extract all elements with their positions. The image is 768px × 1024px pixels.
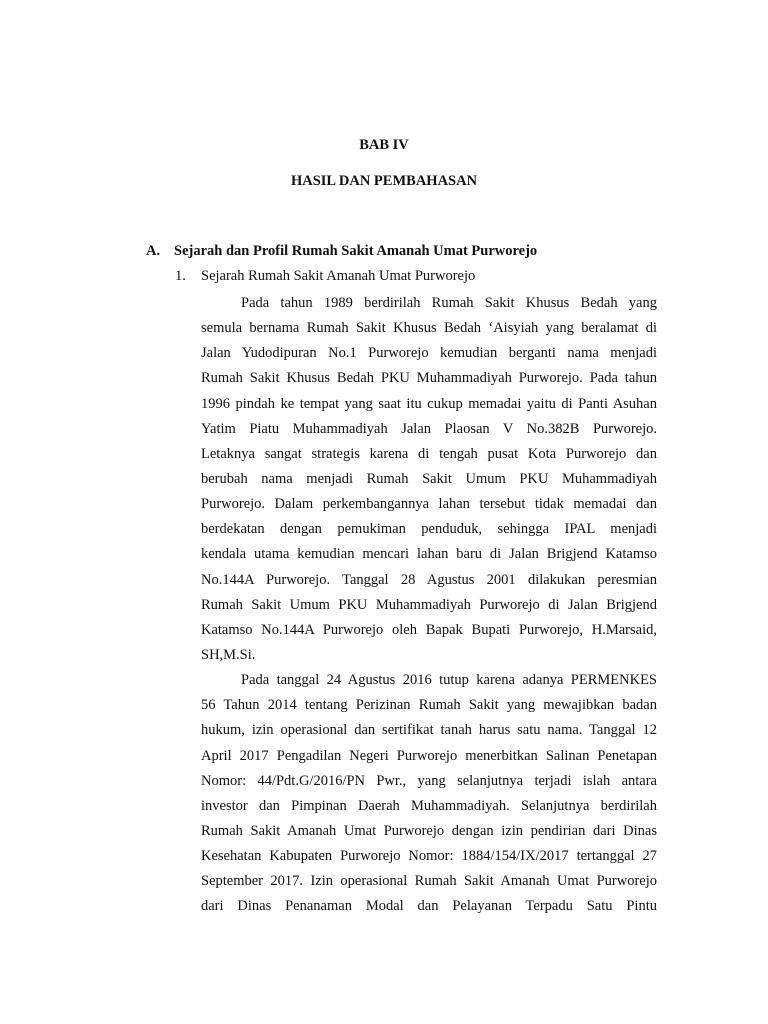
paragraph-line: April 2017 Pengadilan Negeri Purworejo menerbitkan Salinan Penetapan [201, 747, 657, 764]
paragraph-line: Yatim Piatu Muhammadiyah Jalan Plaosan V No.382B Purworejo. [201, 420, 657, 437]
paragraph-line: Rumah Sakit Khusus Bedah PKU Muhammadiyah Purworejo. Pada tahun [201, 370, 657, 387]
subsection-number: 1. [175, 268, 186, 284]
section-title: Sejarah dan Profil Rumah Sakit Amanah Umat Purworejo [174, 243, 538, 259]
paragraph-line: Nomor: 44/Pdt.G/2016/PN Pwr., yang selanjutnya terjadi islah antara [201, 772, 657, 789]
body-text [201, 291, 657, 920]
chapter-title: HASIL DAN PEMBAHASAN [290, 173, 478, 189]
paragraph-line: SH,M.Si. [201, 646, 256, 663]
paragraph-line: investor dan Pimpinan Daerah Muhammadiyah. Selanjutnya berdirilah [201, 797, 657, 814]
paragraph-line: hukum, izin operasional dan sertifikat tanah harus satu nama. Tanggal 12 [201, 722, 657, 739]
paragraph-line: berubah nama menjadi Rumah Sakit Umum PKU Muhammadiyah [201, 470, 657, 487]
section-letter: A. [146, 243, 161, 259]
paragraph-line: Rumah Sakit Amanah Umat Purworejo dengan izin pendirian dari Dinas [201, 822, 657, 839]
paragraph-line: Pada tanggal 24 Agustus 2016 tutup karena adanya PERMENKES [241, 672, 657, 689]
section-heading [146, 243, 537, 260]
subsection-heading [175, 268, 475, 285]
paragraph-line: Letaknya sangat strategis karena di tengah pusat Kota Purworejo dan [201, 445, 657, 462]
paragraph-line: Jalan Yudodipuran No.1 Purworejo kemudian berganti nama menjadi [201, 345, 657, 362]
paragraph-line: Pada tahun 1989 berdirilah Rumah Sakit Khusus Bedah yang [241, 295, 657, 311]
paragraph-line: 1996 pindah ke tempat yang saat itu cukup memadai yaitu di Panti Asuhan [201, 395, 657, 412]
paragraph-line: berdekatan dengan pemukiman penduduk, sehingga IPAL menjadi [201, 521, 657, 538]
subsection-title: Sejarah Rumah Sakit Amanah Umat Purworejo [201, 268, 476, 284]
paragraph-line: September 2017. Izin operasional Rumah Sakit Amanah Umat Purworejo [201, 873, 657, 890]
paragraph-line: kendala utama kemudian mencari lahan baru di Jalan Brigjend Katamso [201, 546, 657, 563]
paragraph-line: Katamso No.144A Purworejo oleh Bapak Bupati Purworejo, H.Marsaid, [201, 621, 657, 638]
paragraph-line: Kesehatan Kabupaten Purworejo Nomor: 1884/154/IX/2017 tertanggal 27 [201, 848, 657, 865]
paragraph-line: dari Dinas Penanaman Modal dan Pelayanan Terpadu Satu Pintu [201, 898, 657, 915]
paragraph-line: No.144A Purworejo. Tanggal 28 Agustus 2001 dilakukan peresmian [201, 571, 657, 588]
paragraph-line: 56 Tahun 2014 tentang Perizinan Rumah Sakit yang mewajibkan badan [201, 697, 657, 714]
paragraph-line: semula bernama Rumah Sakit Khusus Bedah ‘Aisyiah yang beralamat di [201, 320, 657, 337]
paragraph-line: Purworejo. Dalam perkembangannya lahan tersebut tidak memadai dan [201, 496, 657, 513]
paragraph-line: Rumah Sakit Umum PKU Muhammadiyah Purworejo di Jalan Brigjend [201, 596, 657, 613]
chapter-heading: BAB IV [359, 137, 409, 153]
